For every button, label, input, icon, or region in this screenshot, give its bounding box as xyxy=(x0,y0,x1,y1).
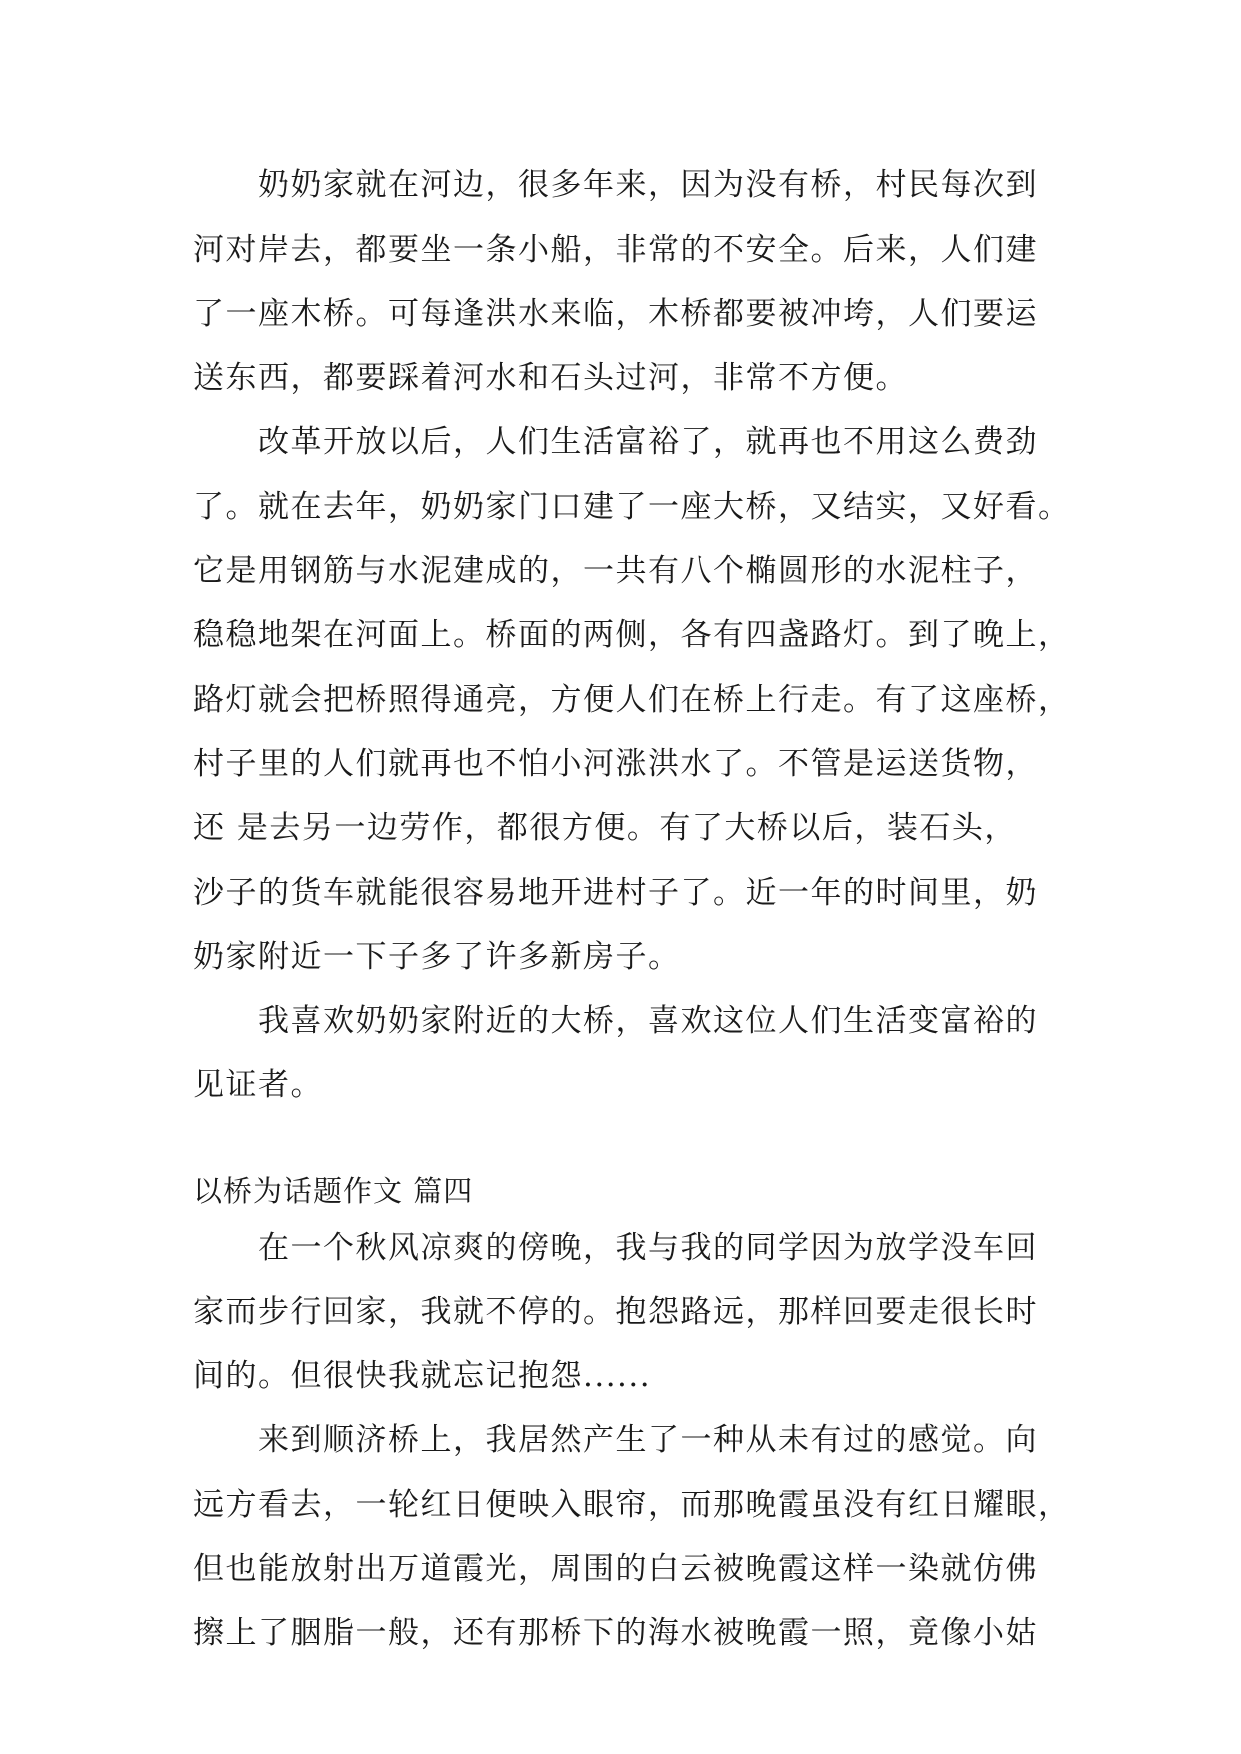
text-line: 改革开放以后，人们生活富裕了，就再也不用这么费劲 xyxy=(193,424,1038,460)
section-heading: 以桥为话题作文 篇四 xyxy=(193,1174,474,1208)
text-line: 路灯就会把桥照得通亮，方便人们在桥上行走。有了这座桥， xyxy=(193,682,1071,718)
text-line: 奶家附近一下子多了许多新房子。 xyxy=(193,939,681,975)
text-line: 家而步行回家，我就不停的。抱怨路远，那样回要走很长时 xyxy=(193,1294,1038,1330)
text-line: 但也能放射出万道霞光，周围的白云被晚霞这样一染就仿佛 xyxy=(193,1551,1038,1587)
text-line: 奶奶家就在河边，很多年来，因为没有桥，村民每次到 xyxy=(193,167,1038,203)
text-line: 我喜欢奶奶家附近的大桥，喜欢这位人们生活变富裕的 xyxy=(193,1003,1038,1039)
text-line: 送东西，都要踩着河水和石头过河，非常不方便。 xyxy=(193,360,908,396)
text-line: 还 是去另一边劳作，都很方便。有了大桥以后，装石头， xyxy=(193,810,1017,846)
text-line: 在一个秋风凉爽的傍晚，我与我的同学因为放学没车回 xyxy=(193,1230,1038,1266)
text-line: 间的。但很快我就忘记抱怨...... xyxy=(193,1358,652,1394)
text-line: 来到顺济桥上，我居然产生了一种从未有过的感觉。向 xyxy=(193,1422,1038,1458)
text-line: 擦上了胭脂一般，还有那桥下的海水被晚霞一照，竟像小姑 xyxy=(193,1615,1038,1651)
text-line: 了一座木桥。可每逢洪水来临，木桥都要被冲垮，人们要运 xyxy=(193,296,1038,332)
text-line: 远方看去，一轮红日便映入眼帘，而那晚霞虽没有红日耀眼， xyxy=(193,1487,1071,1523)
text-line: 河对岸去，都要坐一条小船，非常的不安全。后来，人们建 xyxy=(193,232,1038,268)
text-line: 稳稳地架在河面上。桥面的两侧，各有四盏路灯。到了晚上， xyxy=(193,617,1071,653)
text-line: 见证者。 xyxy=(193,1067,323,1103)
text-line: 它是用钢筋与水泥建成的，一共有八个椭圆形的水泥柱子， xyxy=(193,553,1038,589)
text-line: 沙子的货车就能很容易地开进村子了。近一年的时间里，奶 xyxy=(193,875,1038,911)
text-line: 村子里的人们就再也不怕小河涨洪水了。不管是运送货物， xyxy=(193,746,1038,782)
text-line: 了。就在去年，奶奶家门口建了一座大桥，又结实，又好看。 xyxy=(193,489,1071,525)
